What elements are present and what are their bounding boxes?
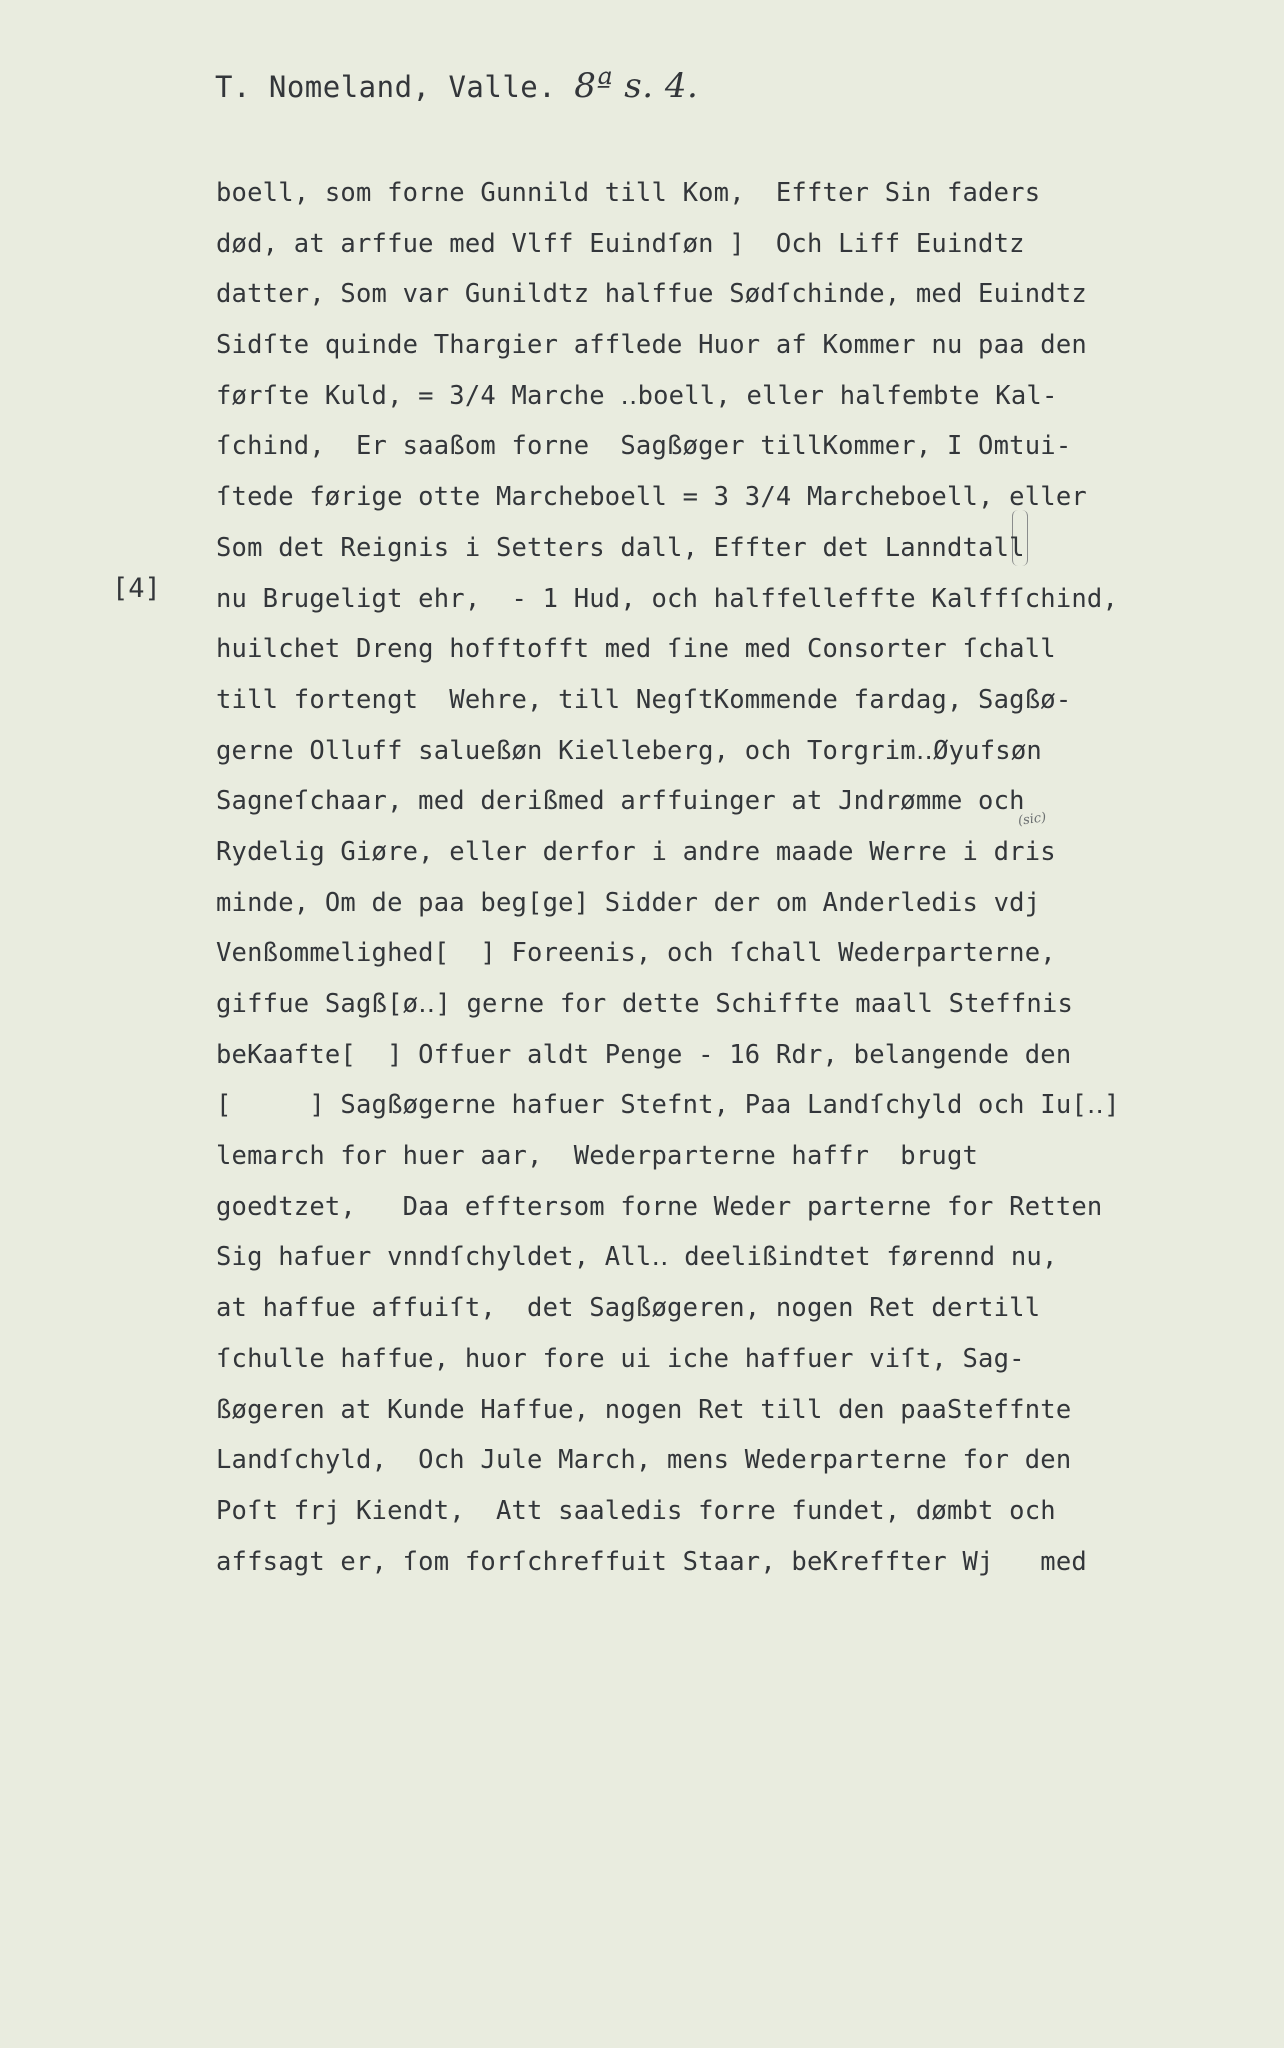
text-line: gerne Olluff salueßøn Kielleberg, och Torgrim‥Øyufsøn	[216, 735, 1042, 766]
text-line: boell, som forne Gunnild till Kom, Effter Sin faders	[216, 178, 1041, 208]
text-line: huilchet Dreng hofftofft med ſine med Consorter ſchall	[216, 634, 1056, 665]
text-line: Som det Reignis i Setters dall, Effter det Lanndtall	[216, 532, 1025, 563]
text-line: førſte Kuld, = 3/4 Marche ‥boell, eller halfembte Kal-	[216, 380, 1058, 411]
text-line: [ ] Sagßøgerne hafuer Stefnt, Paa Landſchyld och Iu[‥]	[216, 1090, 1120, 1121]
margin-page-marker: [4]	[112, 573, 161, 604]
text-line: beKaafte[ ] Offuer aldt Penge - 16 Rdr, belangende den	[216, 1039, 1072, 1070]
text-line: ßøgeren at Kunde Haffue, nogen Ret till den paaSteffnte	[216, 1394, 1072, 1425]
text-line: Sidſte quinde Thargier afflede Huor af Kommer nu paa den	[216, 330, 1087, 361]
text-line: till fortengt Wehre, till NegſtKommende fardag, Sagßø-	[216, 684, 1072, 715]
handwritten-page-mark: 8ª s. 4.	[574, 66, 699, 106]
text-line: død, at arffue med Vlff Euindſøn ] Och Liff Euindtz	[216, 228, 1025, 259]
archive-reference: T. Nomeland, Valle.	[215, 70, 557, 104]
text-line: Sagneſchaar, med derißmed arffuinger at Jndrømme och	[216, 786, 1025, 817]
text-line: at haffue affuiſt, det Sagßøgeren, nogen Ret dertill	[216, 1293, 1041, 1324]
text-line: Sig hafuer vnndſchyldet, All‥ deelißindtet førennd nu,	[216, 1242, 1058, 1273]
text-line: datter, Som var Gunildtz halffue Sødſchinde, med Euindtz	[216, 279, 1087, 310]
text-line: Venßommelighed[ ] Foreenis, och ſchall Wederparterne,	[216, 938, 1056, 969]
text-line: Landſchyld, Och Jule March, mens Wederparterne for den	[216, 1445, 1072, 1476]
text-line: lemarch for huer aar, Wederparterne haffr brugt	[216, 1141, 979, 1172]
text-line: affsagt er, ſom forſchreffuit Staar, beKreffter Wj med	[216, 1546, 1087, 1577]
text-line: ſtede førige otte Marcheboell = 3 3/4 Marcheboell, eller	[216, 482, 1087, 513]
text-line: giffue Sagß[ø‥] gerne for dette Schiffte maall Steffnis	[216, 989, 1074, 1019]
text-line: Rydelig Giøre, eller derfor i andre maade Werre i dris	[216, 836, 1056, 867]
text-line: Poſt frj Kiendt, Att saaledis forre fundet, dømbt och	[216, 1495, 1056, 1526]
text-line: minde, Om de paa beg[ge] Sidder der om Anderledis vdj	[216, 887, 1041, 918]
text-line: ſchulle haffue, huor fore ui iche haffuer viſt, Sag-	[216, 1343, 1025, 1374]
text-line: goedtzet, Daa efftersom forne Weder parterne for Retten	[216, 1191, 1103, 1222]
sic-annotation: (sic)	[1017, 810, 1048, 829]
page-header	[215, 66, 698, 106]
text-line: ſchind, Er saaßom forne Sagßøger tillKommer, I Omtui-	[216, 431, 1072, 462]
text-line: nu Brugeligt ehr, - 1 Hud, och halffelleffte Kalffſchind,	[216, 583, 1119, 614]
transcription-body	[216, 168, 1266, 1587]
